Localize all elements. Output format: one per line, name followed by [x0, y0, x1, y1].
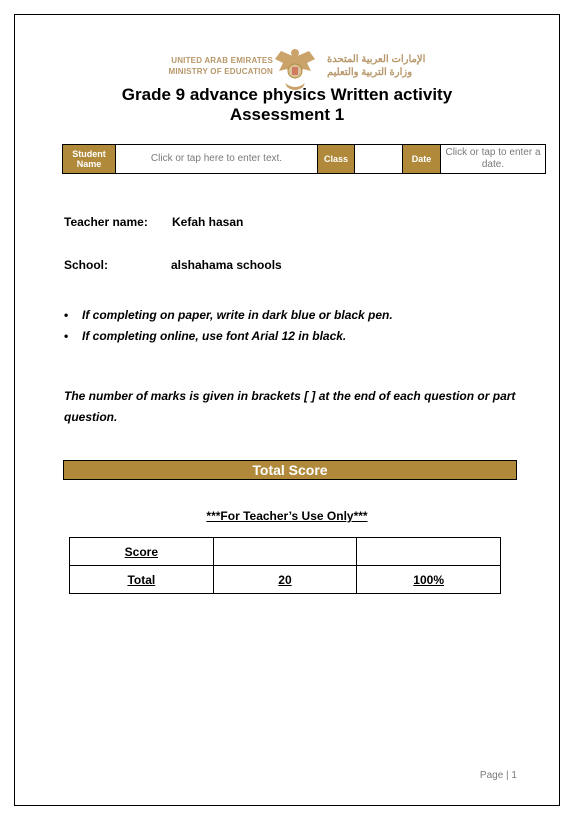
school-label: School:: [64, 258, 108, 272]
score-row-percent[interactable]: [357, 538, 501, 566]
instructions-list: [64, 305, 534, 347]
teacher-name-value: Kefah hasan: [172, 215, 244, 229]
ministry-name-arabic: [327, 53, 447, 79]
total-score-banner: Total Score: [63, 460, 517, 480]
org-ar-line1: الإمارات العربية المتحدة: [327, 54, 426, 65]
org-ar-line2: وزارة التربية والتعليم: [327, 67, 413, 78]
class-field[interactable]: [355, 145, 403, 174]
student-name-label: Student Name: [63, 145, 116, 174]
total-row-value: 20: [213, 566, 357, 594]
page-number: Page | 1: [479, 770, 517, 781]
total-row-label: Total: [70, 566, 214, 594]
total-row-percent: 100%: [357, 566, 501, 594]
bullet-icon: •: [64, 308, 69, 322]
score-table: [69, 537, 501, 594]
title-line1: Grade 9 advance physics Written activity: [121, 85, 453, 104]
marks-note: The number of marks is given in brackets [ ] at the end of each question or part question.: [64, 389, 516, 424]
instruction-text: If completing online, use font Arial 12 in black.: [82, 329, 347, 343]
table-row: [70, 566, 501, 594]
instruction-text: If completing on paper, write in dark blue or black pen.: [82, 308, 393, 322]
date-field[interactable]: Click or tap to enter a date.: [441, 145, 546, 174]
score-row-label: Score: [70, 538, 214, 566]
instruction-item: [64, 305, 534, 326]
date-label: Date: [403, 145, 441, 174]
title-line2: Assessment 1: [229, 105, 345, 124]
bullet-icon: •: [64, 329, 69, 343]
school-value: alshahama schools: [171, 258, 282, 272]
ministry-name-english: [135, 55, 273, 77]
class-label: Class: [318, 145, 355, 174]
org-en-line2: MINISTRY OF EDUCATION: [168, 67, 273, 76]
document-title: [15, 85, 559, 125]
document-page: [14, 14, 560, 806]
instruction-item: [64, 326, 534, 347]
student-name-field[interactable]: Click or tap here to enter text.: [116, 145, 318, 174]
teacher-name-label: Teacher name:: [64, 215, 148, 229]
org-en-line1: UNITED ARAB EMIRATES: [171, 56, 273, 65]
table-row: [70, 538, 501, 566]
student-info-table: [62, 144, 546, 174]
score-row-value[interactable]: [213, 538, 357, 566]
teacher-use-label: ***For Teacher’s Use Only***: [206, 509, 368, 523]
